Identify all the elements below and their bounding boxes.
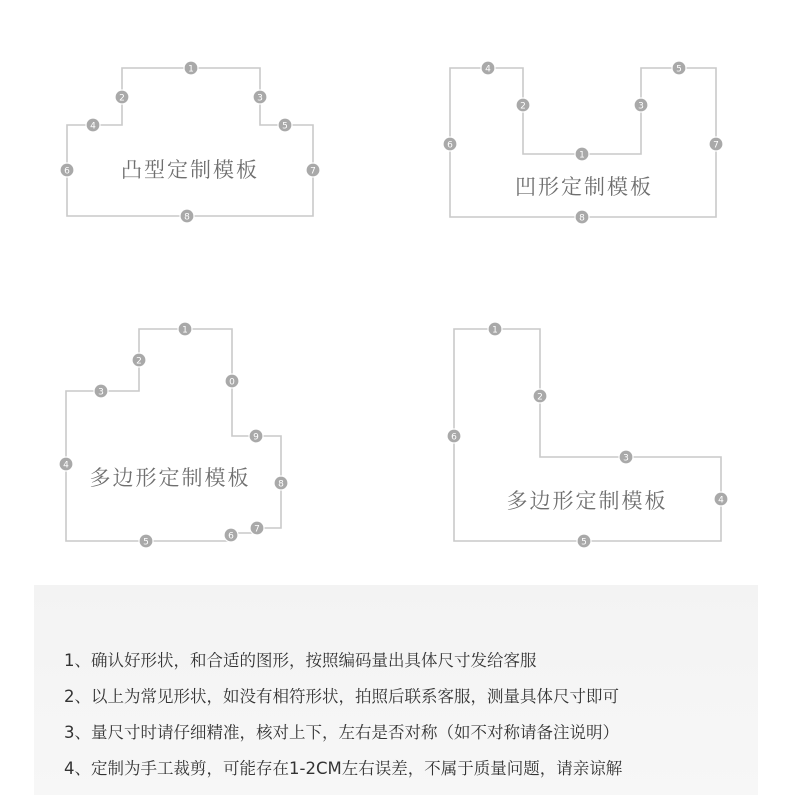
concave-badge-2 [516,98,530,112]
svg-text:6: 6 [228,531,234,542]
l-shape-badge-5 [577,534,591,548]
svg-text:0: 0 [229,377,235,388]
svg-text:3: 3 [623,453,629,464]
l-shape-title: 多边形定制模板 [506,489,668,513]
instruction-item: 4、定制为手工裁剪，可能存在1-2CM左右误差，不属于质量问题，请亲谅解 [64,759,623,778]
svg-text:5: 5 [282,121,288,132]
polygon-template [59,322,288,548]
polygon-badge-2 [132,353,146,367]
polygon-badge-6 [224,528,238,542]
svg-text:8: 8 [579,213,585,224]
concave-badge-8 [575,210,589,224]
svg-text:5: 5 [676,64,682,75]
instruction-item: 3、量尺寸时请仔细精准，核对上下，左右是否对称（如不对称请备注说明） [64,723,619,742]
svg-text:3: 3 [98,387,104,398]
convex-badge-4 [86,118,100,132]
concave-badge-3 [634,98,648,112]
svg-text:1: 1 [182,325,188,336]
instruction-item: 1、确认好形状，和合适的图形，按照编码量出具体尺寸发给客服 [64,651,537,670]
concave-badge-1 [575,147,589,161]
svg-text:3: 3 [638,101,644,112]
instructions-list [64,643,622,787]
polygon-badge-1 [178,322,192,336]
svg-text:6: 6 [447,140,453,151]
convex-badge-8 [180,209,194,223]
concave-badge-5 [672,61,686,75]
convex-badge-6 [60,163,74,177]
svg-text:2: 2 [136,356,142,367]
svg-text:1: 1 [188,64,194,75]
polygon-badge-9 [249,429,263,443]
svg-text:9: 9 [253,432,259,443]
svg-text:2: 2 [119,93,125,104]
svg-text:6: 6 [451,432,457,443]
polygon-badge-8 [274,476,288,490]
polygon-title: 多边形定制模板 [89,466,251,490]
svg-text:5: 5 [581,537,587,548]
l-shape-badge-3 [619,450,633,464]
svg-text:4: 4 [485,64,491,75]
convex-badge-3 [253,90,267,104]
svg-text:1: 1 [492,325,498,336]
convex-title: 凸型定制模板 [121,158,259,182]
svg-text:3: 3 [257,93,263,104]
svg-text:4: 4 [63,460,69,471]
instruction-item: 2、以上为常见形状，如没有相符形状，拍照后联系客服，测量具体尺寸即可 [64,687,619,706]
svg-text:8: 8 [278,479,284,490]
svg-text:7: 7 [713,140,719,151]
concave-badge-4 [481,61,495,75]
polygon-badge-4 [59,457,73,471]
svg-text:4: 4 [90,121,96,132]
svg-text:7: 7 [254,524,260,535]
convex-badge-7 [306,163,320,177]
concave-badge-7 [709,137,723,151]
convex-template [60,61,320,223]
svg-text:2: 2 [537,392,543,403]
l-shape-template [447,322,728,548]
polygon-badge-5 [139,534,153,548]
l-shape-badge-1 [488,322,502,336]
l-shape-badge-6 [447,429,461,443]
instructions-panel [34,585,758,795]
polygon-badge-0 [225,374,239,388]
svg-text:5: 5 [143,537,149,548]
svg-text:7: 7 [310,166,316,177]
concave-title: 凹形定制模板 [515,175,653,199]
polygon-badge-3 [94,384,108,398]
svg-text:2: 2 [520,101,526,112]
convex-outline [67,68,313,216]
convex-badge-1 [184,61,198,75]
concave-template [443,61,723,224]
l-shape-badge-2 [533,389,547,403]
concave-badge-6 [443,137,457,151]
svg-text:1: 1 [579,150,585,161]
convex-badge-2 [115,90,129,104]
svg-text:8: 8 [184,212,190,223]
l-shape-badge-4 [714,492,728,506]
svg-text:4: 4 [718,495,724,506]
svg-text:6: 6 [64,166,70,177]
polygon-badge-7 [250,521,264,535]
convex-badge-5 [278,118,292,132]
